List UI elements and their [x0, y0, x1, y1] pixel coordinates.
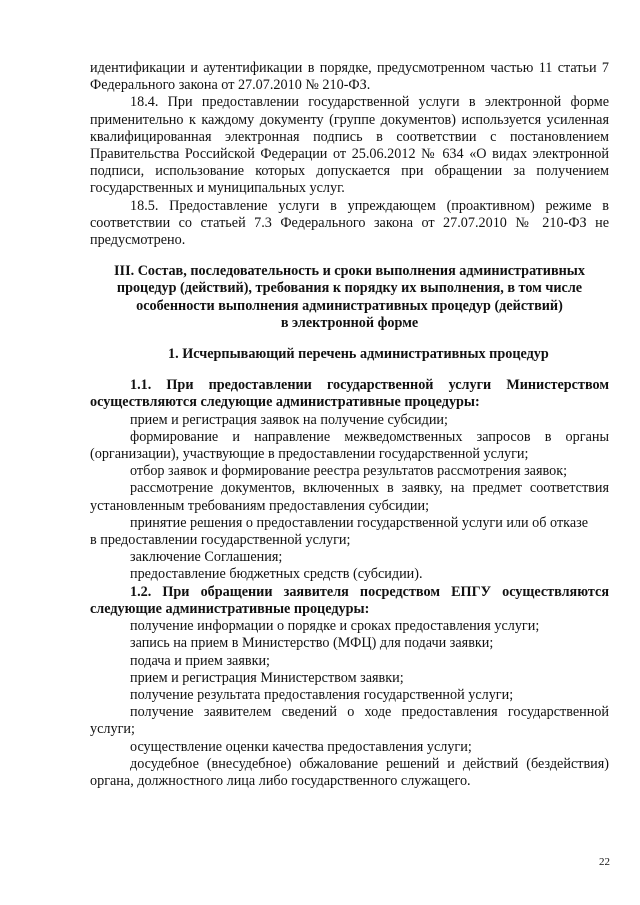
list-item: в предоставлении государственной услуги; [90, 532, 351, 549]
paragraph-18-4: 18.4. При предоставлении государственной услуги в электронной форме применительно к каждому документу (группе документов) используется усиленная квалифицированная электронная подпись в соответствии с постановлением Правительства Российской Федерации от 25.06.2012 № 634 «О видах электронной подписи, использование которых допускается при обращении за получением государственных и муниципальных услуг. [90, 94, 609, 197]
section-heading-line: особенности выполнения административных процедур (действий) [136, 297, 563, 314]
subsection-heading: 1. Исчерпывающий перечень административных процедур [168, 346, 549, 363]
list-item: принятие решения о предоставлении государственной услуги или об отказе [130, 514, 589, 531]
list-item: рассмотрение документов, включенных в заявку, на предмет соответствия установленным требованиям предоставления субсидии; [90, 480, 609, 514]
list-item: формирование и направление межведомственных запросов в органы (организации), участвующие в предоставлении государственной услуги; [90, 428, 609, 463]
section-heading-line: процедур (действий), требования к порядку их выполнения, в том числе [116, 280, 583, 297]
list-item: получение результата предоставления государственной услуги; [130, 686, 514, 703]
block-1-2-heading: 1.2. При обращении заявителя посредством ЕПГУ осуществляются следующие административные процедуры: [90, 583, 609, 617]
list-item: предоставление бюджетных средств (субсидии). [130, 566, 423, 583]
paragraph-continuation: идентификации и аутентификации в порядке, предусмотренном частью 11 статьи 7 Федерального закона от 27.07.2010 № 210-ФЗ. [90, 60, 609, 94]
list-item: прием и регистрация заявок на получение субсидии; [130, 411, 448, 428]
list-item: получение заявителем сведений о ходе предоставления государственной услуги; [90, 704, 609, 738]
list-item: подача и прием заявки; [130, 652, 270, 669]
list-item: осуществление оценки качества предоставления услуги; [130, 738, 472, 755]
section-heading-line: в электронной форме [280, 314, 419, 331]
section-heading [90, 263, 609, 332]
page-number: 22 [599, 856, 610, 868]
list-item: прием и регистрация Министерством заявки; [130, 669, 404, 686]
paragraph-18-5: 18.5. Предоставление услуги в упреждающем (проактивном) режиме в соответствии со статьей 7.3 Федерального закона от 27.07.2010 № 210-ФЗ не предусмотрено. [90, 197, 609, 249]
list-item: получение информации о порядке и сроках предоставления услуги; [130, 618, 540, 635]
list-item: досудебное (внесудебное) обжалование решений и действий (бездействия) органа, должностного лица либо государственного служащего. [90, 755, 609, 789]
list-item: заключение Соглашения; [130, 549, 283, 566]
list-item: запись на прием в Министерство (МФЦ) для подачи заявки; [130, 635, 494, 652]
document-page [90, 60, 609, 790]
list-item: отбор заявок и формирование реестра результатов рассмотрения заявок; [130, 463, 568, 480]
block-1-1-heading: 1.1. При предоставлении государственной услуги Министерством осуществляются следующие административные процедуры: [90, 377, 609, 411]
section-heading-line: III. Состав, последовательность и сроки выполнения административных [114, 263, 585, 280]
